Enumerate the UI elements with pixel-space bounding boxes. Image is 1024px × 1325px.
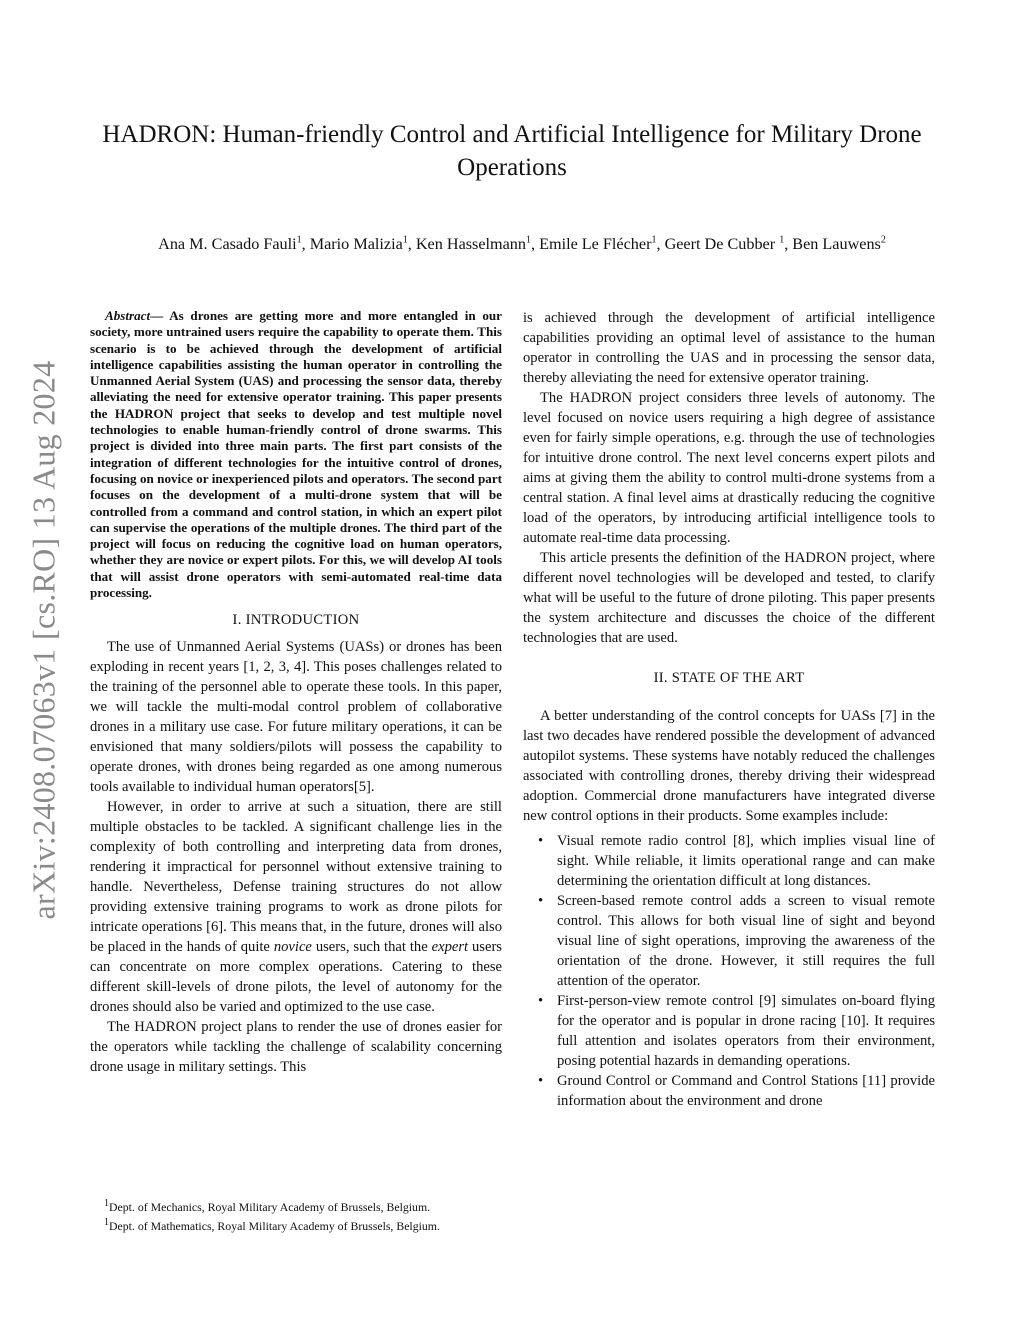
intro-paragraph-3-continued: is achieved through the development of artificial intelligence capabilities providing an optimal level of assistance to the human operator in controlling the UAS and in processing the sensor data, thereby alleviating the need for extensive operator training. — [523, 310, 935, 386]
control-options-list — [523, 831, 935, 1111]
author: Ana M. Casado Fauli$^1$, — [158, 235, 310, 254]
sota-paragraph-1: A better understanding of the control concepts for UASs [7] in the last two decades have rendered possible the development of advanced autopilot systems. These systems have notably reduced the challenges associated with controlling drones, thereby driving their widespread adoption. Commercial drone manufacturers have integrated diverse new control options in their products. Some examples include: — [523, 708, 935, 824]
list-item: • First-person-view remote control [9] simulates on-board flying for the operator and is popular in drone racing [10]. It requires full attention and isolates operators from their environment, posing potential hazards in demanding operations. — [538, 993, 935, 1069]
intro-paragraph-5: This article presents the definition of the HADRON project, where different novel technologies will be developed and tested, to clarify what will be useful to the future of drone piloting. This paper presents the system architecture and discusses the choice of the different technologies that are used. — [523, 550, 935, 646]
footnote: $^1$Dept. of Mathematics, Royal Military Academy of Brussels, Belgium. — [104, 1216, 440, 1233]
author: Ken Hasselmann$^1$, — [415, 235, 540, 254]
footnotes — [90, 1196, 502, 1234]
abstract: Abstract— As drones are getting more and more entangled in our society, more untrained users require the capability to operate them. This scenario is to be achieved through the development of artificial intelligence capabilities assisting the human operator in controlling the Unmanned Aerial System (UAS) and processing the sensor data, thereby alleviating the need for extensive operator training. This paper presents the HADRON project that seeks to develop and test multiple novel technologies to enable human-friendly control of drone swarms. This project is divided into three main parts. The first part consists of the integration of different technologies for the intuitive control of drones, focusing on novice or inexperienced pilots and operators. The second part focuses on the development of a multi-drone system that will be controlled from a command and control station, in which an expert pilot can supervise the operations of the multiple drones. The third part of the project will focus on reducing the cognitive load on human operators, whether they are novice or expert pilots. For this, we will develop AI tools that will assist drone operators with semi-automated real-time data processing. — [90, 308, 502, 601]
abstract-label: Abstract — [105, 308, 151, 323]
left-column — [90, 308, 502, 1077]
list-item: • Screen-based remote control adds a screen to visual remote control. This allows for both visual line of sight and beyond visual line of sight operations, improving the awareness of the orientation of the drone. However, it still requires the full attention of the operator. — [538, 893, 935, 989]
author-list — [80, 229, 964, 256]
bullet-icon: • — [538, 1073, 544, 1089]
paper-title: HADRON: Human-friendly Control and Artificial Intelligence for Military Drone Operations — [102, 121, 922, 181]
bullet-icon: • — [538, 893, 544, 909]
list-item: • Ground Control or Command and Control Stations [11] provide information about the environment and drone — [538, 1073, 935, 1109]
abstract-text: As drones are getting more and more entangled in our society, more untrained users require the capability to operate them. This scenario is to be achieved through the development of artificial intelligence capabilities assisting the human operator in controlling the Unmanned Aerial System (UAS) and processing the sensor data, thereby alleviating the need for extensive operator training. This paper presents the HADRON project that seeks to develop and test multiple novel technologies to enable human-friendly control of drone swarms. This project is divided into three main parts. The first part consists of the integration of different technologies for the intuitive control of drones, focusing on novice or inexperienced pilots and operators. The second part focuses on the development of a multi-drone system that will be controlled from a command and control station, in which an expert pilot can supervise the operations of the multiple drones. The third part of the project will focus on reducing the cognitive load on human operators, whether they are novice or expert pilots. For this, we will develop AI tools that will assist drone operators with semi-automated real-time data processing. — [90, 308, 502, 601]
right-column — [523, 308, 935, 1111]
footnote: $^1$Dept. of Mechanics, Royal Military Academy of Brussels, Belgium. — [104, 1198, 431, 1214]
bullet-icon: • — [538, 833, 544, 849]
intro-paragraph-2: However, in order to arrive at such a situation, there are still multiple obstacles to be tackled. A significant challenge lies in the complexity of both controlling and interpreting data from drones, rendering it impractical for personnel without extensive training to handle. Nevertheless, Defense training structures do not allow providing extensive training programs to work as drone pilots for intricate operations [6]. This means that, in the future, drones will also be placed in the hands of quite novice users, such that the expert users can concentrate on more complex operations. Catering to these different skill-levels of drone pilots, the level of autonomy for the drones should also be varied and optimized to the use case. — [90, 799, 502, 1016]
section-heading-introduction: I. INTRODUCTION — [232, 612, 360, 629]
author: Mario Malizia$^1$, — [309, 235, 416, 254]
author: Ben Lauwens$^2$ — [792, 235, 886, 254]
intro-paragraph-1: The use of Unmanned Aerial Systems (UASs) or drones has been exploding in recent years [1, 2, 3, 4]. This poses challenges related to the training of the personnel able to operate these tools. In this paper, we will tackle the multi-modal control problem of collaborative drones in a military use case. For future military operations, it can be envisioned that many soldiers/pilots will possess the capability to operate drones, with drones being regarded as one among numerous tools available to individual human operators[5]. — [90, 639, 502, 796]
author: Emile Le Flécher$^1$, — [539, 235, 665, 254]
arxiv-identifier: arXiv:2408.07063v1 [cs.RO] 13 Aug 2024 — [25, 360, 62, 920]
intro-paragraph-3: The HADRON project plans to render the use of drones easier for the operators while tackling the challenge of scalability concerning drone usage in military settings. This — [90, 1019, 502, 1076]
bullet-icon: • — [538, 993, 544, 1009]
section-heading-state-of-the-art: II. STATE OF THE ART — [653, 670, 805, 686]
author: Geert De Cubber $^1$, — [664, 235, 793, 254]
list-item: • Visual remote radio control [8], which implies visual line of sight. While reliable, it limits operational range and can make determining the orientation difficult at long distances. — [538, 833, 935, 889]
intro-paragraph-4: The HADRON project considers three levels of autonomy. The level focused on novice users requiring a high degree of assistance even for fairly simple operations, e.g. through the use of technologies for intuitive drone control. The next level concerns expert pilots and aims at giving them the ability to control multi-drone systems from a central station. A final level aims at drastically reducing the cognitive load of the operators, by introducing artificial intelligence tools to automate real-time data processing. — [523, 390, 935, 546]
